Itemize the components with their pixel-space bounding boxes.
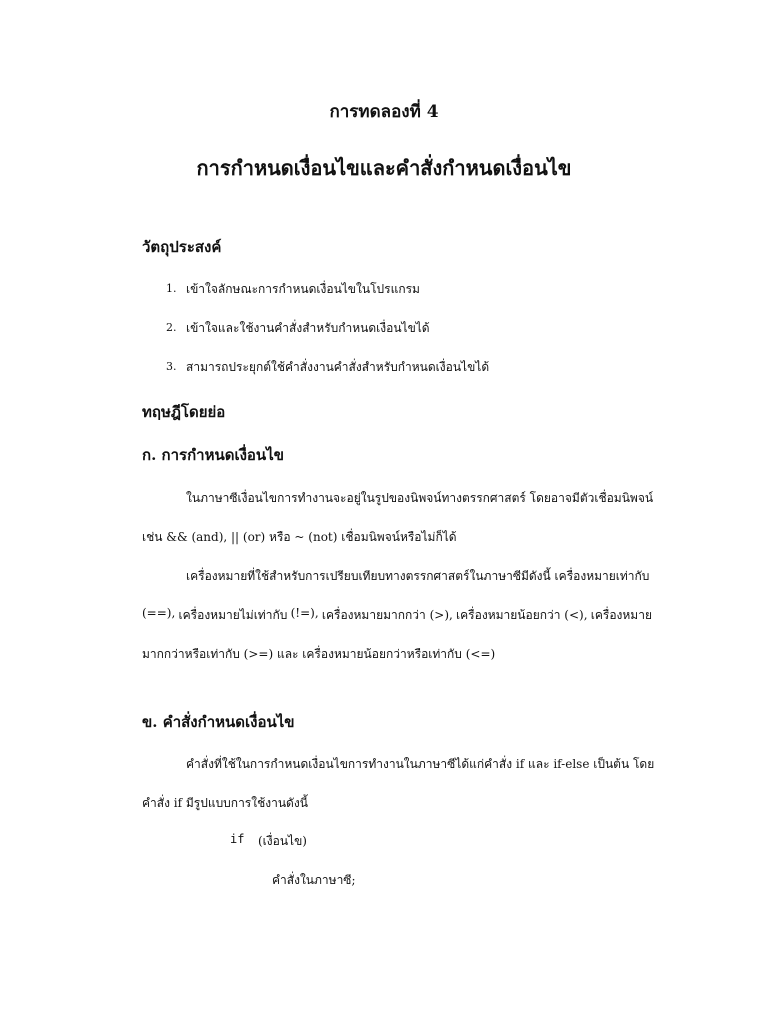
objectives-heading: วัตถุประสงค์ (142, 238, 222, 256)
text-fragment: เครื่องหมายน้อยกว่า (<), (456, 608, 588, 622)
objective-item: เข้าใจลักษณะการกำหนดเงื่อนไขในโปรแกรม (186, 282, 420, 296)
text-fragment: (!=), (290, 606, 319, 620)
section-b-paragraph-line-1: คำสั่งที่ใช้ในการกำหนดเงื่อนไขการทำงานในภาษาซีได้แก่คำสั่ง if และ if-else เป็นต้น โดย (186, 757, 655, 771)
section-a-paragraph-2-line-3: มากกว่าหรือเท่ากับ (>=) และ เครื่องหมายน้อยกว่าหรือเท่ากับ (<=) (142, 647, 496, 661)
code-if-condition: (เงื่อนไข) (258, 834, 307, 848)
theory-heading: ทฤษฎีโดยย่อ (142, 403, 226, 421)
section-a-paragraph-2-line-2 (142, 606, 652, 625)
section-a-paragraph-1-line-1: ในภาษาซีเงื่อนไขการทำงานจะอยู่ในรูปของนิพจน์ทางตรรกศาสตร์ โดยอาจมีตัวเชื่อมนิพจน์ (186, 491, 654, 505)
lab-number-title: การทดลองที่ 4 (329, 102, 439, 122)
section-a-heading: ก. การกำหนดเงื่อนไข (142, 446, 284, 464)
code-if-keyword: if (230, 832, 245, 846)
objective-number: 3. (166, 360, 177, 373)
objective-number: 2. (166, 321, 177, 334)
objective-item: สามารถประยุกต์ใช้คำสั่งงานคำสั่งสำหรับกำหนดเงื่อนไขได้ (186, 360, 490, 374)
section-a-paragraph-2-line-1: เครื่องหมายที่ใช้สำหรับการเปรียบเทียบทางตรรกศาสตร์ในภาษาซีมีดังนี้ เครื่องหมายเท่ากับ (186, 569, 650, 583)
text-fragment: เครื่องหมายมากกว่า (>), (321, 608, 453, 622)
text-fragment: (==), (142, 606, 176, 620)
objective-number: 1. (166, 282, 177, 295)
section-a-paragraph-1-line-2: เช่น && (and), || (or) หรือ ~ (not) เชื่อมนิพจน์หรือไม่ก็ได้ (142, 530, 457, 544)
section-b-heading: ข. คำสั่งกำหนดเงื่อนไข (142, 713, 295, 731)
section-b-paragraph-line-2: คำสั่ง if มีรูปแบบการใช้งานดังนี้ (142, 796, 308, 810)
objective-item: เข้าใจและใช้งานคำสั่งสำหรับกำหนดเงื่อนไขได้ (186, 321, 430, 335)
text-fragment: เครื่องหมาย (590, 608, 652, 622)
text-fragment: เครื่องหมายไม่เท่ากับ (178, 608, 288, 622)
lab-main-title: การกำหนดเงื่อนไขและคำสั่งกำหนดเงื่อนไข (196, 156, 572, 180)
code-if-body: คำสั่งในภาษาซี; (272, 873, 356, 887)
